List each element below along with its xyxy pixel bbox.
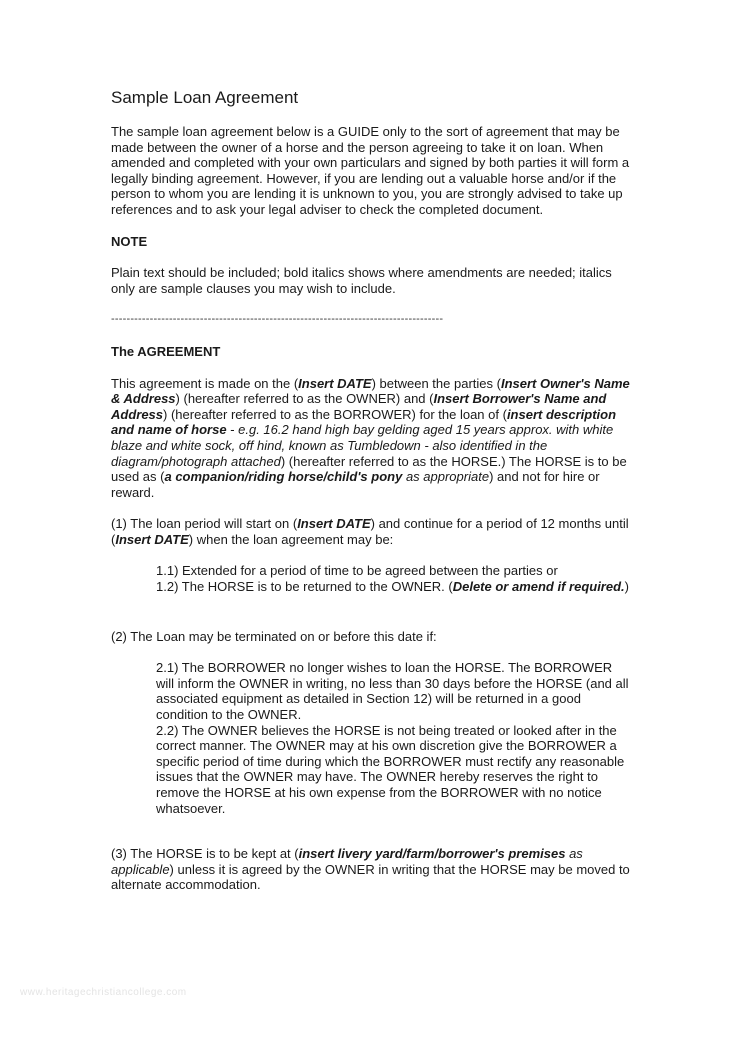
placeholder-horse-use: a companion/riding horse/child's pony <box>164 469 403 485</box>
clause-2-subclauses <box>156 660 631 816</box>
text-run: ) between the parties ( <box>371 375 501 391</box>
note-text: Plain text should be included; bold italics shows where amendments are needed; italics only are sample clauses you may wish to include. <box>111 265 612 296</box>
clause-1-subclauses <box>156 563 631 594</box>
text-run: This agreement is made on the ( <box>111 375 299 391</box>
placeholder-owner: Insert Owner's Name & Address <box>111 375 630 407</box>
agreement-paragraph <box>111 376 631 501</box>
text-run: ) <box>624 579 629 595</box>
text-run: ) (hereafter referred to as the OWNER) and ( <box>175 391 434 407</box>
text-run: - <box>226 422 239 438</box>
clause-1 <box>111 516 631 547</box>
clause-2: (2) The Loan may be terminated on or before this date if: <box>111 628 437 644</box>
sample-clause: as applicable <box>111 846 583 877</box>
placeholder-horse-description: insert description and name of horse <box>111 406 617 438</box>
watermark-text: www.heritagechristiancollege.com <box>20 987 187 998</box>
text-run: ) (hereafter referred to as the HORSE.) The HORSE is to be used as ( <box>111 453 627 485</box>
text-run: ) when the loan agreement may be: <box>188 531 394 547</box>
agreement-heading: The AGREEMENT <box>111 343 221 359</box>
text-run: 1.2) The HORSE is to be returned to the OWNER. ( <box>156 579 453 595</box>
sample-clause: as appropriate <box>402 469 490 485</box>
section-divider: -------------------------------------------------------------------------------------- <box>111 313 444 326</box>
intro-paragraph: The sample loan agreement below is a GUIDE only to the sort of agreement that may be made between the owner of a horse and the person agreeing to take it on loan. When amended and completed with your own particulars and signed by both parties it will form a legally binding agreement. However, if you are lending out a valuable horse and/or if the person to whom you are lending it is unknown to you, you are strongly advised to take up references and to ask your legal adviser to check the completed document. <box>111 124 630 217</box>
text-run: (3) The HORSE is to be kept at ( <box>111 846 299 862</box>
clause-3 <box>111 846 631 893</box>
subclause-1-2 <box>156 579 631 595</box>
document-body <box>111 88 631 893</box>
text-run: (1) The loan period will start on ( <box>111 516 298 532</box>
placeholder-end-date: Insert DATE <box>115 531 189 547</box>
subclause-2-2: 2.2) The OWNER believes the HORSE is not being treated or looked after in the correct manner. The OWNER may at his own discretion give the BORROWER a specific period of time during which the BORROWER must rectify any reasonable issues that the OWNER may have. The OWNER hereby reserves the right to remove the HORSE at his own expense from the BORROWER with no notice whatsoever. <box>156 722 625 816</box>
document-title: Sample Loan Agreement <box>111 88 299 107</box>
amend-instruction: Delete or amend if required. <box>452 579 625 595</box>
text-run: ) and not for hire or reward. <box>111 469 600 500</box>
text-run: ) (hereafter referred to as the BORROWER) for the loan of ( <box>163 406 507 422</box>
subclause-1-1: 1.1) Extended for a period of time to be agreed between the parties or <box>156 563 558 579</box>
note-heading: NOTE <box>111 233 148 249</box>
text-run: ) and continue for a period of 12 months until ( <box>111 516 629 547</box>
placeholder-location: insert livery yard/farm/borrower's premises <box>298 846 566 862</box>
text-run: ) unless it is agreed by the OWNER in writing that the HORSE may be moved to alternate accommodation. <box>111 861 630 893</box>
placeholder-start-date: Insert DATE <box>297 516 371 532</box>
subclause-2-1: 2.1) The BORROWER no longer wishes to loan the HORSE. The BORROWER will inform the OWNER in writing, no less than 30 days before the HORSE (and all associated equipment as detailed in Section 12) will be returned in a good condition to the OWNER. <box>156 660 629 723</box>
placeholder-date: Insert DATE <box>298 375 372 391</box>
placeholder-borrower: Insert Borrower's Name and Address <box>111 391 607 422</box>
sample-clause: e.g. 16.2 hand high bay gelding aged 15 years approx. with white blaze and white sock, off hind, known as Tumbledown - also identified in the diagram/photograph attached <box>111 422 614 469</box>
